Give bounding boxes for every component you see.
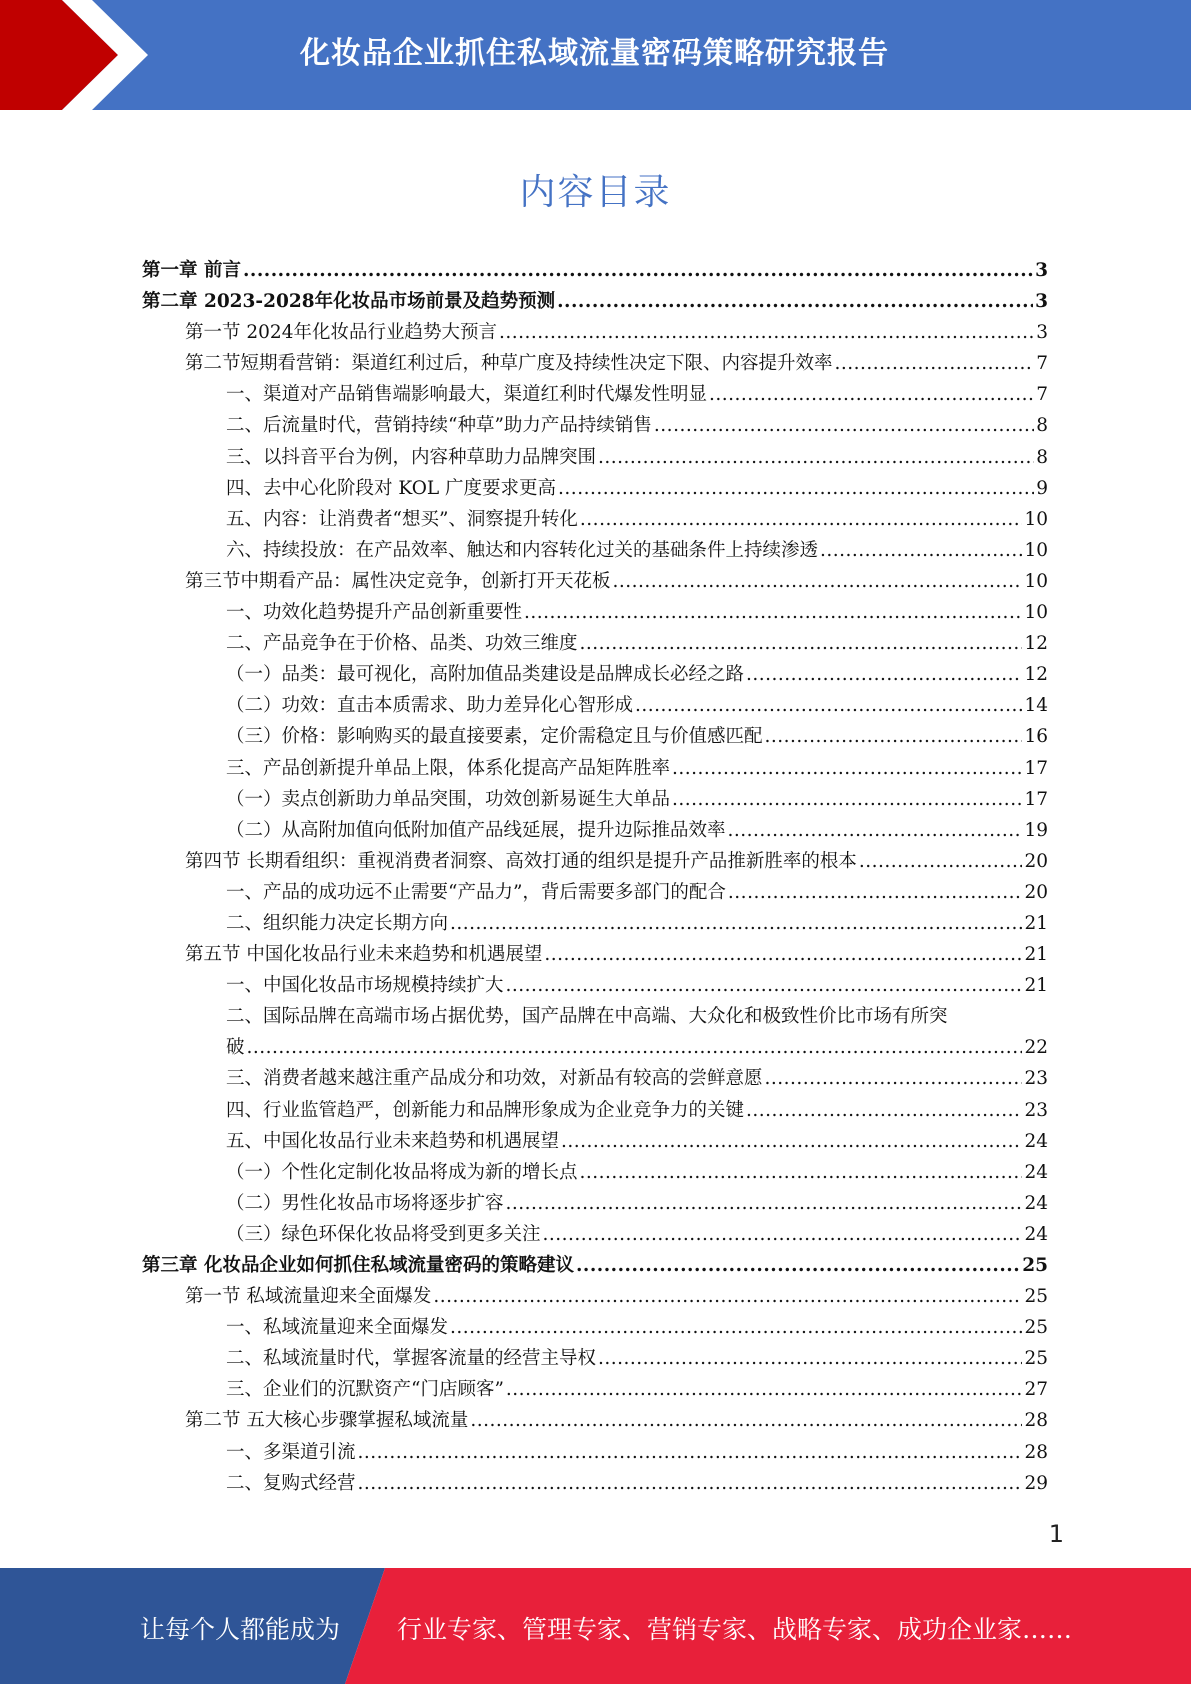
- toc-leader-dots: [728, 815, 1023, 846]
- toc-entry[interactable]: [142, 1126, 1048, 1157]
- toc-entry[interactable]: [142, 286, 1048, 317]
- toc-entry-label: 一、产品的成功远不止需要“产品力”，背后需要多部门的配合: [226, 881, 726, 903]
- toc-entry-page: 8: [1036, 415, 1048, 437]
- toc-leader-dots: [765, 1063, 1023, 1094]
- report-title: 化妆品企业抓住私域流量密码策略研究报告: [300, 36, 889, 71]
- toc-entry-page: 19: [1024, 819, 1048, 841]
- toc-leader-dots: [544, 939, 1022, 970]
- toc-entry-label: 五、内容：让消费者“想买”、洞察提升转化: [226, 508, 578, 530]
- toc-leader-dots: [247, 1032, 1023, 1063]
- toc-entry-label: 第二节 五大核心步骤掌握私域流量: [185, 1410, 469, 1432]
- toc-leader-dots: [580, 504, 1023, 535]
- toc-entry[interactable]: [142, 1343, 1048, 1374]
- toc-entry[interactable]: [142, 1405, 1048, 1436]
- toc-entry[interactable]: [142, 1374, 1048, 1405]
- toc-entry-label: 三、消费者越来越注重产品成分和功效，对新品有较高的尝鲜意愿: [226, 1068, 763, 1090]
- toc-leader-dots: [835, 348, 1035, 379]
- toc-entry[interactable]: [142, 1095, 1048, 1126]
- toc-entry[interactable]: [142, 1468, 1048, 1499]
- toc-leader-dots: [506, 970, 1023, 1001]
- toc-entry[interactable]: [142, 815, 1048, 846]
- toc-entry[interactable]: [142, 753, 1048, 784]
- toc-entry-label: 二、复购式经营: [226, 1472, 356, 1494]
- toc-entry[interactable]: [142, 721, 1048, 752]
- toc-entry-label-continued: 破: [226, 1037, 245, 1059]
- toc-leader-dots: [580, 628, 1023, 659]
- toc-entry-label: 一、多渠道引流: [226, 1441, 356, 1463]
- toc-entry-label: 二、组织能力决定长期方向: [226, 912, 449, 934]
- toc-entry-page: 12: [1024, 633, 1048, 655]
- toc-leader-dots: [598, 442, 1034, 473]
- toc-leader-dots: [506, 1374, 1023, 1405]
- toc-entry-label: 四、去中心化阶段对 KOL 广度要求更高: [226, 477, 557, 499]
- page-footer: [0, 1568, 1191, 1684]
- toc-leader-dots: [654, 410, 1034, 441]
- toc-entry[interactable]: [142, 1281, 1048, 1312]
- toc-entry[interactable]: [142, 442, 1048, 473]
- toc-leader-dots: [433, 1281, 1022, 1312]
- toc-entry-page: 17: [1024, 788, 1048, 810]
- toc-leader-dots: [450, 1312, 1022, 1343]
- toc-entry-label: （三）价格：影响购买的最直接要素，定价需稳定且与价值感匹配: [226, 726, 763, 748]
- toc-entry[interactable]: [142, 1437, 1048, 1468]
- toc-entry-page: 28: [1024, 1441, 1048, 1463]
- toc-entry-label: 第四节 长期看组织：重视消费者洞察、高效打通的组织是提升产品推新胜率的根本: [185, 850, 857, 872]
- toc-entry[interactable]: [142, 659, 1048, 690]
- toc-entry-page: 7: [1036, 384, 1048, 406]
- toc-entry-page: 12: [1024, 664, 1048, 686]
- toc-entry-label: （一）个性化定制化妆品将成为新的增长点: [226, 1161, 578, 1183]
- toc-entry[interactable]: [142, 690, 1048, 721]
- toc-entry-page: 10: [1024, 570, 1048, 592]
- toc-entry[interactable]: [142, 1219, 1048, 1250]
- toc-entry-page: 25: [1024, 1348, 1048, 1370]
- toc-leader-dots: [635, 690, 1022, 721]
- footer-slogan-left: 让每个人都能成为: [140, 1615, 341, 1644]
- toc-leader-dots: [243, 255, 1033, 286]
- toc-entry-label: 第二章 2023-2028年化妆品市场前景及趋势预测: [142, 291, 556, 313]
- toc-entry-label: 三、以抖音平台为例，内容种草助力品牌突围: [226, 446, 597, 468]
- toc-entry-page: 27: [1024, 1379, 1048, 1401]
- toc-entry-label: 一、渠道对产品销售端影响最大，渠道红利时代爆发性明显: [226, 384, 708, 406]
- toc-entry-page: 10: [1024, 508, 1048, 530]
- toc-leader-dots: [598, 1343, 1022, 1374]
- toc-leader-dots: [561, 1126, 1022, 1157]
- toc-entry-page: 10: [1024, 539, 1048, 561]
- toc-entry[interactable]: [142, 939, 1048, 970]
- toc-entry-label: 六、持续投放：在产品效率、触达和内容转化过关的基础条件上持续渗透: [226, 539, 819, 561]
- toc-entry-page: 21: [1024, 912, 1048, 934]
- toc-entry[interactable]: [142, 846, 1048, 877]
- toc-entry[interactable]: [142, 784, 1048, 815]
- page-number: 1: [1048, 1520, 1064, 1548]
- toc-entry[interactable]: [142, 317, 1048, 348]
- toc-entry[interactable]: [142, 504, 1048, 535]
- toc-entry-label: （二）功效：直击本质需求、助力差异化心智形成: [226, 695, 634, 717]
- toc-entry[interactable]: [142, 1188, 1048, 1219]
- toc-leader-dots: [709, 379, 1034, 410]
- toc-entry-page: 3: [1035, 291, 1048, 313]
- toc-leader-dots: [672, 753, 1022, 784]
- toc-entry-page: 24: [1024, 1192, 1048, 1214]
- toc-entry-label: 第五节 中国化妆品行业未来趋势和机遇展望: [185, 944, 543, 966]
- toc-leader-dots: [506, 1188, 1023, 1219]
- toc-leader-dots: [450, 908, 1022, 939]
- toc-entry-page: 24: [1024, 1161, 1048, 1183]
- toc-entry[interactable]: [142, 1001, 1048, 1063]
- toc-entry-label: 第一节 2024年化妆品行业趋势大预言: [185, 322, 497, 344]
- toc-leader-dots: [859, 846, 1023, 877]
- toc-entry-page: 24: [1024, 1130, 1048, 1152]
- toc-entry[interactable]: [142, 970, 1048, 1001]
- toc-entry[interactable]: [142, 1063, 1048, 1094]
- toc-leader-dots: [543, 1219, 1023, 1250]
- toc-entry[interactable]: [142, 597, 1048, 628]
- toc-leader-dots: [746, 1095, 1022, 1126]
- toc-entry-page: 25: [1022, 1255, 1048, 1276]
- toc-entry-page: 10: [1024, 602, 1048, 624]
- toc-entry-label: 一、中国化妆品市场规模持续扩大: [226, 975, 504, 997]
- toc-entry-label: 一、私域流量迎来全面爆发: [226, 1317, 449, 1339]
- toc-entry[interactable]: [142, 1157, 1048, 1188]
- toc-entry-label: 三、产品创新提升单品上限，体系化提高产品矩阵胜率: [226, 757, 671, 779]
- toc-entry-label: 二、后流量时代，营销持续“种草”助力产品持续销售: [226, 415, 652, 437]
- toc-entry-label: 二、国际品牌在高端市场占据优势，国产品牌在中高端、大众化和极致性价比市场有所突: [226, 1006, 948, 1028]
- toc-entry-page: 8: [1036, 446, 1048, 468]
- toc-entry-label: （一）卖点创新助力单品突围，功效创新易诞生大单品: [226, 788, 671, 810]
- table-of-contents: [142, 255, 1048, 1499]
- toc-entry[interactable]: [142, 877, 1048, 908]
- toc-entry-page: 22: [1024, 1037, 1048, 1059]
- toc-entry-label: （三）绿色环保化妆品将受到更多关注: [226, 1223, 541, 1245]
- toc-entry-page: 21: [1024, 944, 1048, 966]
- toc-leader-dots: [470, 1405, 1022, 1436]
- toc-entry-label: 一、功效化趋势提升产品创新重要性: [226, 602, 523, 624]
- toc-leader-dots: [746, 659, 1022, 690]
- toc-entry-page: 9: [1036, 477, 1048, 499]
- toc-entry-label: 三、企业们的沉默资产“门店顾客”: [226, 1379, 504, 1401]
- toc-entry-label: 第一章 前言: [142, 260, 241, 281]
- toc-entry-label: 二、私域流量时代，掌握客流量的经营主导权: [226, 1348, 597, 1370]
- toc-entry-label: （一）品类：最可视化，高附加值品类建设是品牌成长必经之路: [226, 664, 745, 686]
- toc-entry[interactable]: [142, 1250, 1048, 1281]
- toc-entry[interactable]: [142, 628, 1048, 659]
- toc-entry-page: 28: [1024, 1410, 1048, 1432]
- toc-entry[interactable]: [142, 535, 1048, 566]
- toc-leader-dots: [613, 566, 1023, 597]
- toc-entry-label: 第二节短期看营销：渠道红利过后，种草广度及持续性决定下限、内容提升效率: [185, 353, 833, 375]
- toc-entry-page: 21: [1024, 975, 1048, 997]
- toc-leader-dots: [765, 721, 1023, 752]
- toc-entry-label: （二）从高附加值向低附加值产品线延展，提升边际推品效率: [226, 819, 726, 841]
- toc-entry-page: 25: [1024, 1317, 1048, 1339]
- toc-entry-label: 第三节中期看产品：属性决定竞争，创新打开天花板: [185, 570, 611, 592]
- toc-entry-label: 第三章 化妆品企业如何抓住私域流量密码的策略建议: [142, 1255, 574, 1276]
- toc-entry[interactable]: [142, 1312, 1048, 1343]
- toc-entry-page: 14: [1024, 695, 1048, 717]
- toc-entry-page: 20: [1024, 850, 1048, 872]
- toc-entry-label: 四、行业监管趋严，创新能力和品牌形象成为企业竞争力的关键: [226, 1099, 745, 1121]
- toc-entry[interactable]: [142, 473, 1048, 504]
- toc-leader-dots: [672, 784, 1022, 815]
- toc-entry-label: 二、产品竞争在于价格、品类、功效三维度: [226, 633, 578, 655]
- toc-leader-dots: [580, 1157, 1023, 1188]
- toc-entry-label: 第一节 私域流量迎来全面爆发: [185, 1286, 432, 1308]
- toc-entry-page: 16: [1024, 726, 1048, 748]
- toc-leader-dots: [557, 286, 1033, 317]
- toc-entry-page: 17: [1024, 757, 1048, 779]
- toc-entry-label: （二）男性化妆品市场将逐步扩容: [226, 1192, 504, 1214]
- toc-entry-page: 25: [1024, 1286, 1048, 1308]
- toc-heading: 内容目录: [519, 172, 672, 213]
- toc-leader-dots: [558, 473, 1034, 504]
- toc-entry[interactable]: [142, 908, 1048, 939]
- toc-entry-page: 3: [1036, 322, 1048, 344]
- toc-leader-dots: [358, 1437, 1023, 1468]
- toc-leader-dots: [576, 1250, 1020, 1281]
- page-header: [0, 0, 1191, 110]
- toc-entry-page: 23: [1024, 1068, 1048, 1090]
- toc-leader-dots: [499, 317, 1034, 348]
- toc-entry-page: 20: [1024, 881, 1048, 903]
- header-arrow-decoration: [0, 0, 160, 110]
- toc-entry-page: 3: [1035, 260, 1048, 281]
- toc-entry-label: 五、中国化妆品行业未来趋势和机遇展望: [226, 1130, 560, 1152]
- toc-entry-page: 7: [1036, 353, 1048, 375]
- toc-leader-dots: [524, 597, 1022, 628]
- toc-entry[interactable]: [142, 410, 1048, 441]
- toc-leader-dots: [358, 1468, 1023, 1499]
- toc-leader-dots: [820, 535, 1022, 566]
- footer-slogan-right: 行业专家、管理专家、营销专家、战略专家、成功企业家……: [397, 1615, 1073, 1644]
- toc-entry-page: 23: [1024, 1099, 1048, 1121]
- toc-entry-page: 29: [1024, 1472, 1048, 1494]
- toc-leader-dots: [728, 877, 1023, 908]
- toc-entry[interactable]: [142, 255, 1048, 286]
- toc-entry[interactable]: [142, 566, 1048, 597]
- toc-entry[interactable]: [142, 379, 1048, 410]
- toc-entry-page: 24: [1024, 1223, 1048, 1245]
- toc-entry[interactable]: [142, 348, 1048, 379]
